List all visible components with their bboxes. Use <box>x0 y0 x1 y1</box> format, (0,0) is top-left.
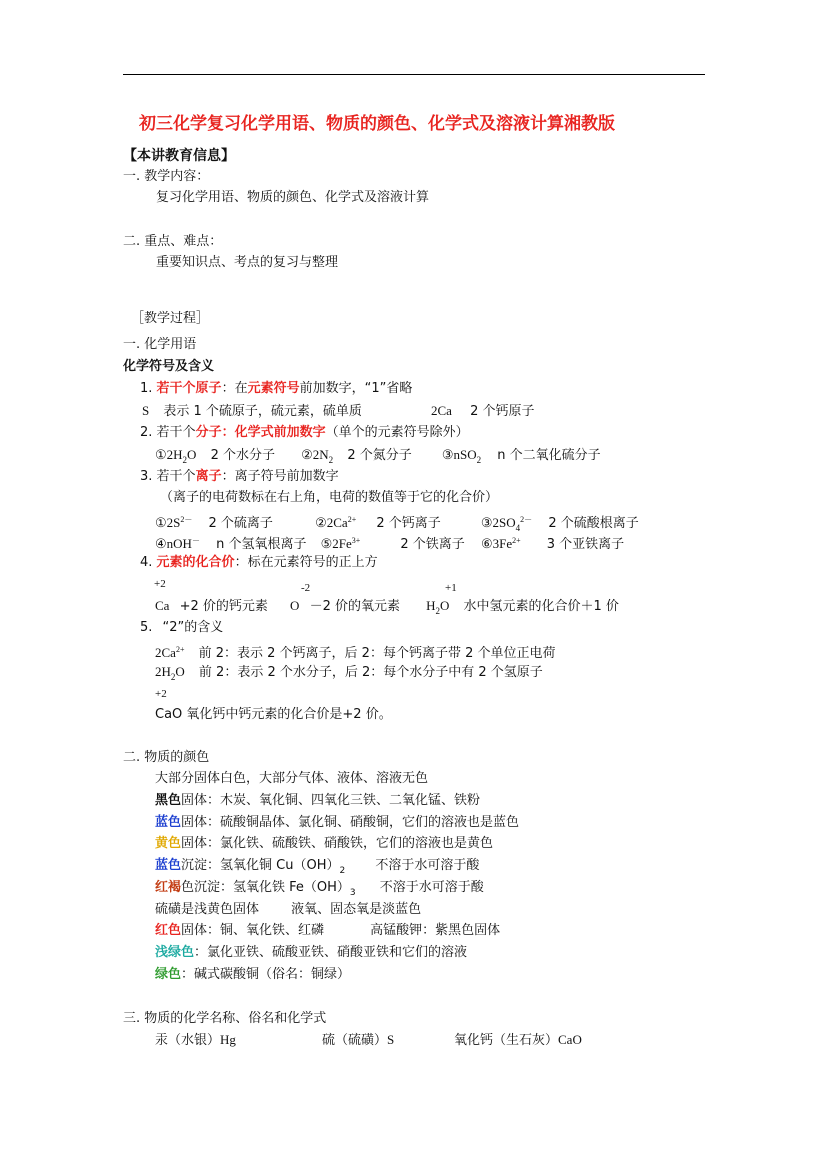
formula: ①2H <box>155 447 183 462</box>
formula: 2H <box>155 664 171 679</box>
color-line <box>155 880 484 901</box>
process-label: ［教学过程］ <box>131 311 210 326</box>
subscript: 3 <box>349 888 356 898</box>
color-line <box>155 793 480 809</box>
item-text: 3 个亚铁离子 <box>546 537 625 552</box>
formula: ②2Ca <box>315 515 348 530</box>
formula: ③2SO <box>480 515 516 530</box>
color-line <box>155 945 467 961</box>
item-text: n 个二氧化硫分子 <box>497 448 601 463</box>
color-word: 黄色 <box>155 836 182 851</box>
header-rule <box>123 74 705 75</box>
item-text: （单个的元素符号除外） <box>325 425 469 440</box>
item-text: 沉淀：氢氧化铜 Cu（OH） <box>181 858 340 873</box>
item-text: 硫磺是浅黄色固体 <box>155 902 260 917</box>
item-text: 2 个钙原子 <box>470 404 535 419</box>
document-title: 初三化学复习化学用语、物质的颜色、化学式及溶液计算湘教版 <box>139 114 615 134</box>
color-word: 蓝色 <box>155 858 182 873</box>
item3-note: （离子的电荷数标在右上角，电荷的数值等于它的化合价） <box>160 490 499 505</box>
superscript: 3+ <box>351 536 361 545</box>
superscript: 2+ <box>512 536 521 545</box>
symbol: 2Ca <box>431 403 452 418</box>
item2 <box>140 425 469 441</box>
info-header: 【本讲教育信息】 <box>123 148 235 164</box>
superscript: 2－ <box>180 515 193 524</box>
section2-head: 二. 重点、难点： <box>123 234 223 249</box>
part2-head: 二. 物质的颜色 <box>123 750 210 765</box>
formula: O <box>440 598 450 613</box>
item-text: 若干个 <box>156 469 196 484</box>
item-text: 水中氢元素的化合价＋1 价 <box>463 599 619 614</box>
item4 <box>140 555 378 571</box>
item5 <box>140 620 223 636</box>
item-text: ：离子符号前加数字 <box>221 469 339 484</box>
color-word: 绿色 <box>155 967 182 982</box>
formula: H <box>426 598 436 613</box>
valence-mark-o: -2 <box>301 582 311 594</box>
symbol: S <box>142 403 150 418</box>
item-number: 4. <box>140 555 153 570</box>
formula: ③nSO <box>441 447 477 462</box>
formula: 2Ca <box>155 645 176 660</box>
item-text: 若干个 <box>156 425 196 440</box>
formula: ⑤2Fe <box>320 536 352 551</box>
color-word: 红褐 <box>155 880 182 895</box>
item1 <box>140 381 412 397</box>
formula: Hg <box>220 1032 236 1047</box>
formula: O <box>187 447 197 462</box>
item-text: 固体：木炭、氧化铜、四氧化三铁、二氧化锰、铁粉 <box>181 793 481 808</box>
color-line <box>155 858 479 879</box>
subscript: 4 <box>515 523 521 533</box>
name-entry <box>155 1032 236 1049</box>
color-word: 黑色 <box>155 793 182 808</box>
color-line <box>155 815 519 831</box>
superscript: － <box>191 536 200 545</box>
highlight-text: 离子 <box>195 469 222 484</box>
item-text: 前 2：表示 2 个水分子，后 2：每个水分子中有 2 个氢原子 <box>198 665 543 680</box>
valence-mark-ca: +2 <box>154 578 166 590</box>
item4-example <box>155 598 619 619</box>
formula: O <box>290 598 300 613</box>
item-text: 液氧、固态氧是淡蓝色 <box>291 902 422 917</box>
item-text: 固体：铜、氧化铁、红磷 <box>181 923 325 938</box>
item-text: ：氯化亚铁、硫酸亚铁、硝酸亚铁和它们的溶液 <box>194 945 468 960</box>
valence-mark-h: +1 <box>445 582 457 594</box>
item-number: 5. <box>140 620 153 635</box>
highlight-text: 分子：化学式前加数字 <box>195 425 326 440</box>
item-text: 2 个氮分子 <box>347 448 412 463</box>
superscript: 2+ <box>347 515 357 524</box>
color-word: 红色 <box>155 923 182 938</box>
formula: Ca <box>155 598 170 613</box>
item-text: 固体：氯化铁、硫酸铁、硝酸铁，它们的溶液也是黄色 <box>181 836 494 851</box>
item3 <box>140 469 339 485</box>
part1-sub: 化学符号及含义 <box>123 359 215 374</box>
item2-example <box>155 447 601 468</box>
item-number: 2. <box>140 425 153 440</box>
color-line <box>155 902 421 918</box>
name-entry <box>322 1032 394 1049</box>
item-text: n 个氢氧根离子 <box>216 537 307 552</box>
item-text: 不溶于水可溶于酸 <box>375 858 480 873</box>
item-text: “2”的含义 <box>162 620 224 635</box>
subscript: 2 <box>435 606 440 616</box>
item-text: 2 个硫离子 <box>208 516 273 531</box>
item-text: 固体：硫酸铜晶体、氯化铜、硝酸铜，它们的溶液也是蓝色 <box>181 815 520 830</box>
superscript: 2－ <box>520 515 533 524</box>
item1-example <box>142 403 362 420</box>
color-word: 浅绿色 <box>155 945 195 960</box>
color-line <box>155 836 493 852</box>
item-text: ：标在元素符号的正上方 <box>234 555 378 570</box>
color-line <box>155 923 500 939</box>
subscript: 2 <box>328 455 334 465</box>
item-text: －2 价的氧元素 <box>309 599 400 614</box>
highlight-text: 元素的化合价 <box>156 555 235 570</box>
item-text: 2 个硫酸根离子 <box>548 516 639 531</box>
formula: S <box>387 1032 395 1047</box>
superscript: 2+ <box>175 645 185 654</box>
item3-example2 <box>155 533 624 553</box>
formula: ①2S <box>155 515 181 530</box>
part1-head: 一. 化学用语 <box>123 337 197 352</box>
item-text: 前加数字，“1”省略 <box>299 381 413 396</box>
item1-example-ca <box>431 403 535 420</box>
item5-example2 <box>155 664 543 685</box>
formula: O <box>175 664 185 679</box>
name-entry <box>454 1032 582 1049</box>
item-text: 不溶于水可溶于酸 <box>379 880 484 895</box>
item-text: 2 个钙离子 <box>376 516 441 531</box>
valence-mark-cao: +2 <box>155 688 167 700</box>
formula: ④nOH <box>155 536 192 551</box>
subscript: 2 <box>182 455 188 465</box>
item-text: +2 价的钙元素 <box>179 599 268 614</box>
highlight-text: 若干个原子 <box>156 381 222 396</box>
item-number: 1. <box>140 381 153 396</box>
formula: CaO <box>558 1032 582 1047</box>
item-text: ：在 <box>221 381 248 396</box>
item-text: 氧化钙（生石灰） <box>454 1033 559 1048</box>
item5-example3: CaO 氧化钙中钙元素的化合价是+2 价。 <box>155 707 392 722</box>
item-text: 高锰酸钾：紫黑色固体 <box>370 923 501 938</box>
section1-body: 复习化学用语、物质的颜色、化学式及溶液计算 <box>156 190 430 205</box>
item-text: ：碱式碳酸铜（俗名：铜绿） <box>181 967 351 982</box>
section1-head: 一. 教学内容： <box>123 169 210 184</box>
subscript: 2 <box>170 672 176 682</box>
formula: ⑥3Fe <box>480 536 513 551</box>
subscript: 2 <box>339 866 346 876</box>
highlight-text: 元素符号 <box>247 381 300 396</box>
item5-example1 <box>155 642 556 662</box>
subscript: 2 <box>476 455 482 465</box>
color-line: 大部分固体白色，大部分气体、液体、溶液无色 <box>155 771 429 786</box>
item-text: 前 2：表示 2 个钙离子，后 2：每个钙离子带 2 个单位正电荷 <box>198 646 556 661</box>
item-text: 色沉淀：氢氧化铁 Fe（OH） <box>181 880 350 895</box>
section2-body: 重要知识点、考点的复习与整理 <box>156 255 339 270</box>
item-text: 表示 1 个硫原子，硫元素，硫单质 <box>163 404 362 419</box>
item-text: 硫（硫磺） <box>322 1033 388 1048</box>
item-text: 2 个水分子 <box>210 448 275 463</box>
color-word: 蓝色 <box>155 815 182 830</box>
part3-head: 三. 物质的化学名称、俗名和化学式 <box>123 1011 327 1026</box>
item-text: 2 个铁离子 <box>400 537 465 552</box>
item-number: 3. <box>140 469 153 484</box>
color-line <box>155 967 350 983</box>
formula: ②2N <box>301 447 329 462</box>
item-text: 汞（水银） <box>155 1033 221 1048</box>
